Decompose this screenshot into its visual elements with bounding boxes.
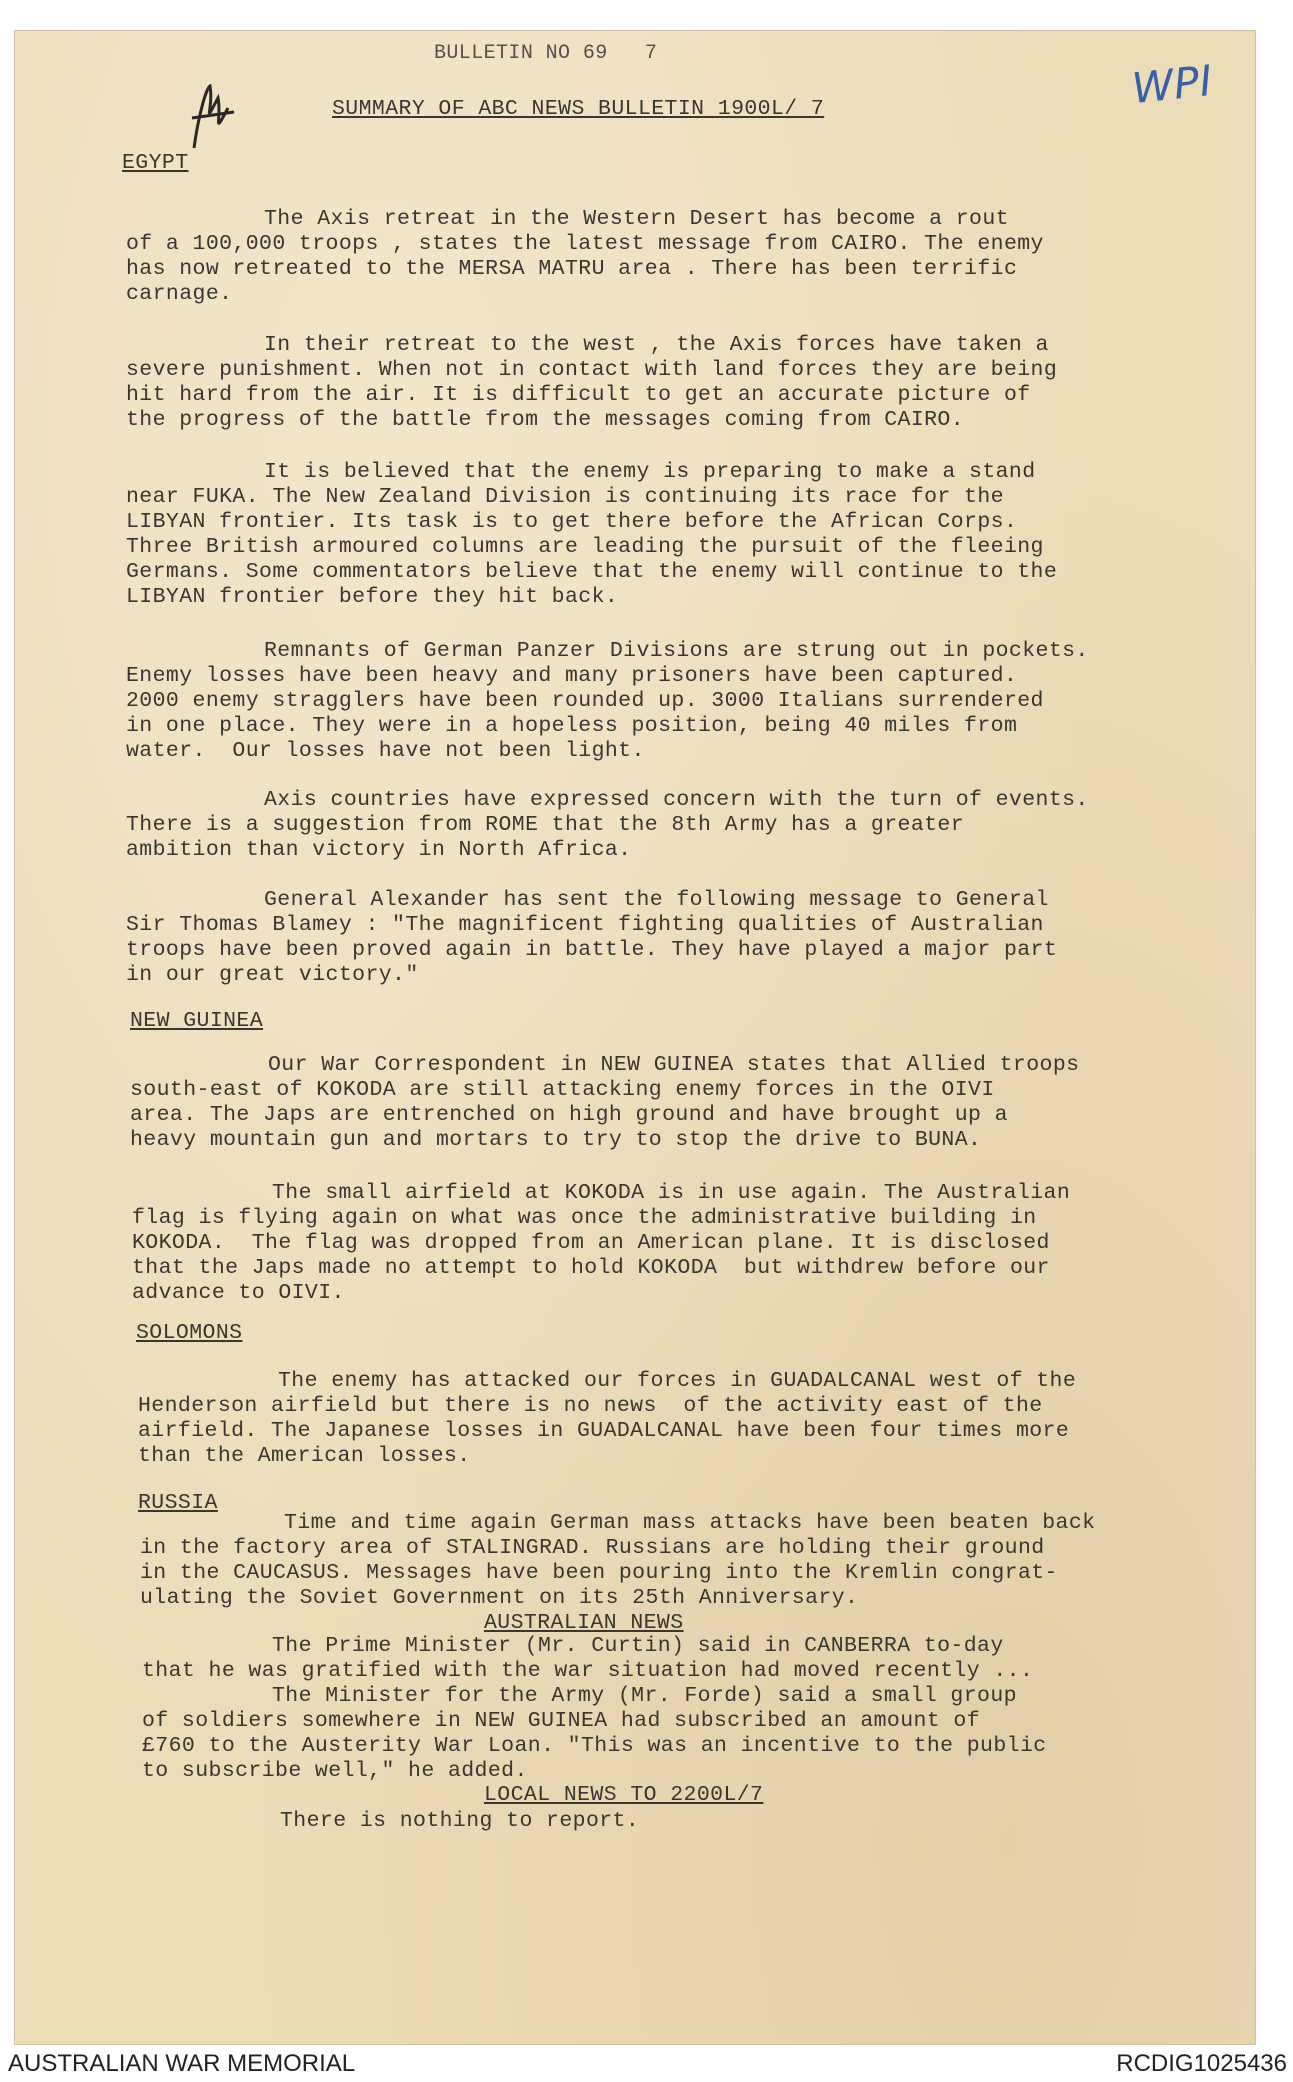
egypt-line: Germans. Some commentators believe that the enemy will continue to the [126, 560, 1058, 584]
egypt-line: There is a suggestion from ROME that the 8th Army has a greater [126, 813, 965, 837]
egypt-line: Remnants of German Panzer Divisions are strung out in pockets. [264, 639, 1089, 663]
egypt-line: Enemy losses have been heavy and many prisoners have been captured. [126, 664, 1018, 688]
egypt-line: hit hard from the air. It is difficult to get an accurate picture of [126, 383, 1031, 407]
section-heading-egypt: EGYPT [122, 151, 189, 175]
archive-footer [0, 2048, 1293, 2082]
egypt-line: 2000 enemy stragglers have been rounded up. 3000 Italians surrendered [126, 689, 1044, 713]
egypt-line: The Axis retreat in the Western Desert has become a rout [264, 207, 1009, 231]
new-guinea-line: heavy mountain gun and mortars to try to stop the drive to BUNA. [130, 1128, 982, 1152]
solomons-line: The enemy has attacked our forces in GUADALCANAL west of the [278, 1369, 1077, 1393]
section-heading-australian-news: AUSTRALIAN NEWS [484, 1611, 684, 1635]
typed-text [14, 30, 1256, 2045]
russia-line: ulating the Soviet Government on its 25th Anniversary. [140, 1586, 859, 1610]
solomons-line: airfield. The Japanese losses in GUADALCANAL have been four times more [138, 1419, 1070, 1443]
russia-line: in the CAUCASUS. Messages have been pouring into the Kremlin congrat- [140, 1561, 1058, 1585]
egypt-line: General Alexander has sent the following message to General [264, 888, 1049, 912]
footer-record-id: RCDIG1025436 [1116, 2050, 1287, 2077]
section-heading-local-news: LOCAL NEWS TO 2200L/7 [484, 1783, 764, 1807]
section-heading-russia: RUSSIA [138, 1491, 218, 1515]
pen-scrawl-icon [184, 78, 244, 158]
section-heading-new-guinea: NEW GUINEA [130, 1009, 264, 1033]
russia-line: in the factory area of STALINGRAD. Russians are holding their ground [140, 1536, 1045, 1560]
egypt-line: LIBYAN frontier before they hit back. [126, 585, 619, 609]
new-guinea-line: south-east of KOKODA are still attacking enemy forces in the OIVI [130, 1078, 995, 1102]
egypt-line: Three British armoured columns are leading the pursuit of the fleeing [126, 535, 1044, 559]
solomons-line: than the American losses. [138, 1444, 471, 1468]
egypt-line: water. Our losses have not been light. [126, 739, 645, 763]
australian-news-line: £760 to the Austerity War Loan. "This was an incentive to the public [142, 1734, 1047, 1758]
egypt-line: in one place. They were in a hopeless position, being 40 miles from [126, 714, 1018, 738]
local-news-line: There is nothing to report. [280, 1809, 640, 1833]
russia-line: Time and time again German mass attacks have been beaten back [284, 1511, 1096, 1535]
australian-news-line: that he was gratified with the war situation had moved recently ... [142, 1659, 1034, 1683]
australian-news-line: of soldiers somewhere in NEW GUINEA had subscribed an amount of [142, 1709, 981, 1733]
australian-news-line: The Prime Minister (Mr. Curtin) said in CANBERRA to-day [272, 1634, 1004, 1658]
egypt-line: troops have been proved again in battle. They have played a major part [126, 938, 1058, 962]
paper-sheet [14, 30, 1256, 2045]
egypt-line: ambition than victory in North Africa. [126, 838, 632, 862]
handwritten-tag: WPI [1129, 55, 1215, 114]
egypt-line: Axis countries have expressed concern with the turn of events. [264, 788, 1089, 812]
egypt-line: It is believed that the enemy is preparing to make a stand [264, 460, 1036, 484]
footer-institution: AUSTRALIAN WAR MEMORIAL [8, 2050, 356, 2077]
new-guinea-line: The small airfield at KOKODA is in use again. The Australian [272, 1181, 1071, 1205]
australian-news-line: The Minister for the Army (Mr. Forde) said a small group [272, 1684, 1017, 1708]
new-guinea-line: KOKODA. The flag was dropped from an American plane. It is disclosed [132, 1231, 1050, 1255]
new-guinea-line: Our War Correspondent in NEW GUINEA states that Allied troops [268, 1053, 1080, 1077]
egypt-line: the progress of the battle from the messages coming from CAIRO. [126, 408, 965, 432]
egypt-line: In their retreat to the west , the Axis forces have taken a [264, 333, 1049, 357]
new-guinea-line: flag is flying again on what was once the administrative building in [132, 1206, 1037, 1230]
egypt-line: in our great victory." [126, 963, 419, 987]
egypt-line: of a 100,000 troops , states the latest message from CAIRO. The enemy [126, 232, 1044, 256]
egypt-line: has now retreated to the MERSA MATRU area . There has been terrific [126, 257, 1018, 281]
australian-news-line: to subscribe well," he added. [142, 1759, 528, 1783]
egypt-line: severe punishment. When not in contact with land forces they are being [126, 358, 1058, 382]
new-guinea-line: that the Japs made no attempt to hold KOKODA but withdrew before our [132, 1256, 1050, 1280]
egypt-line: LIBYAN frontier. Its task is to get there before the African Corps. [126, 510, 1018, 534]
top-header: BULLETIN NO 69 7 [434, 42, 658, 65]
section-heading-solomons: SOLOMONS [136, 1321, 243, 1345]
egypt-line: carnage. [126, 282, 233, 306]
egypt-line: near FUKA. The New Zealand Division is continuing its race for the [126, 485, 1004, 509]
egypt-line: Sir Thomas Blamey : "The magnificent fighting qualities of Australian [126, 913, 1044, 937]
new-guinea-line: advance to OIVI. [132, 1281, 345, 1305]
solomons-line: Henderson airfield but there is no news of the activity east of the [138, 1394, 1043, 1418]
new-guinea-line: area. The Japs are entrenched on high ground and have brought up a [130, 1103, 1008, 1127]
page-title: SUMMARY OF ABC NEWS BULLETIN 1900L/ 7 [332, 97, 825, 121]
